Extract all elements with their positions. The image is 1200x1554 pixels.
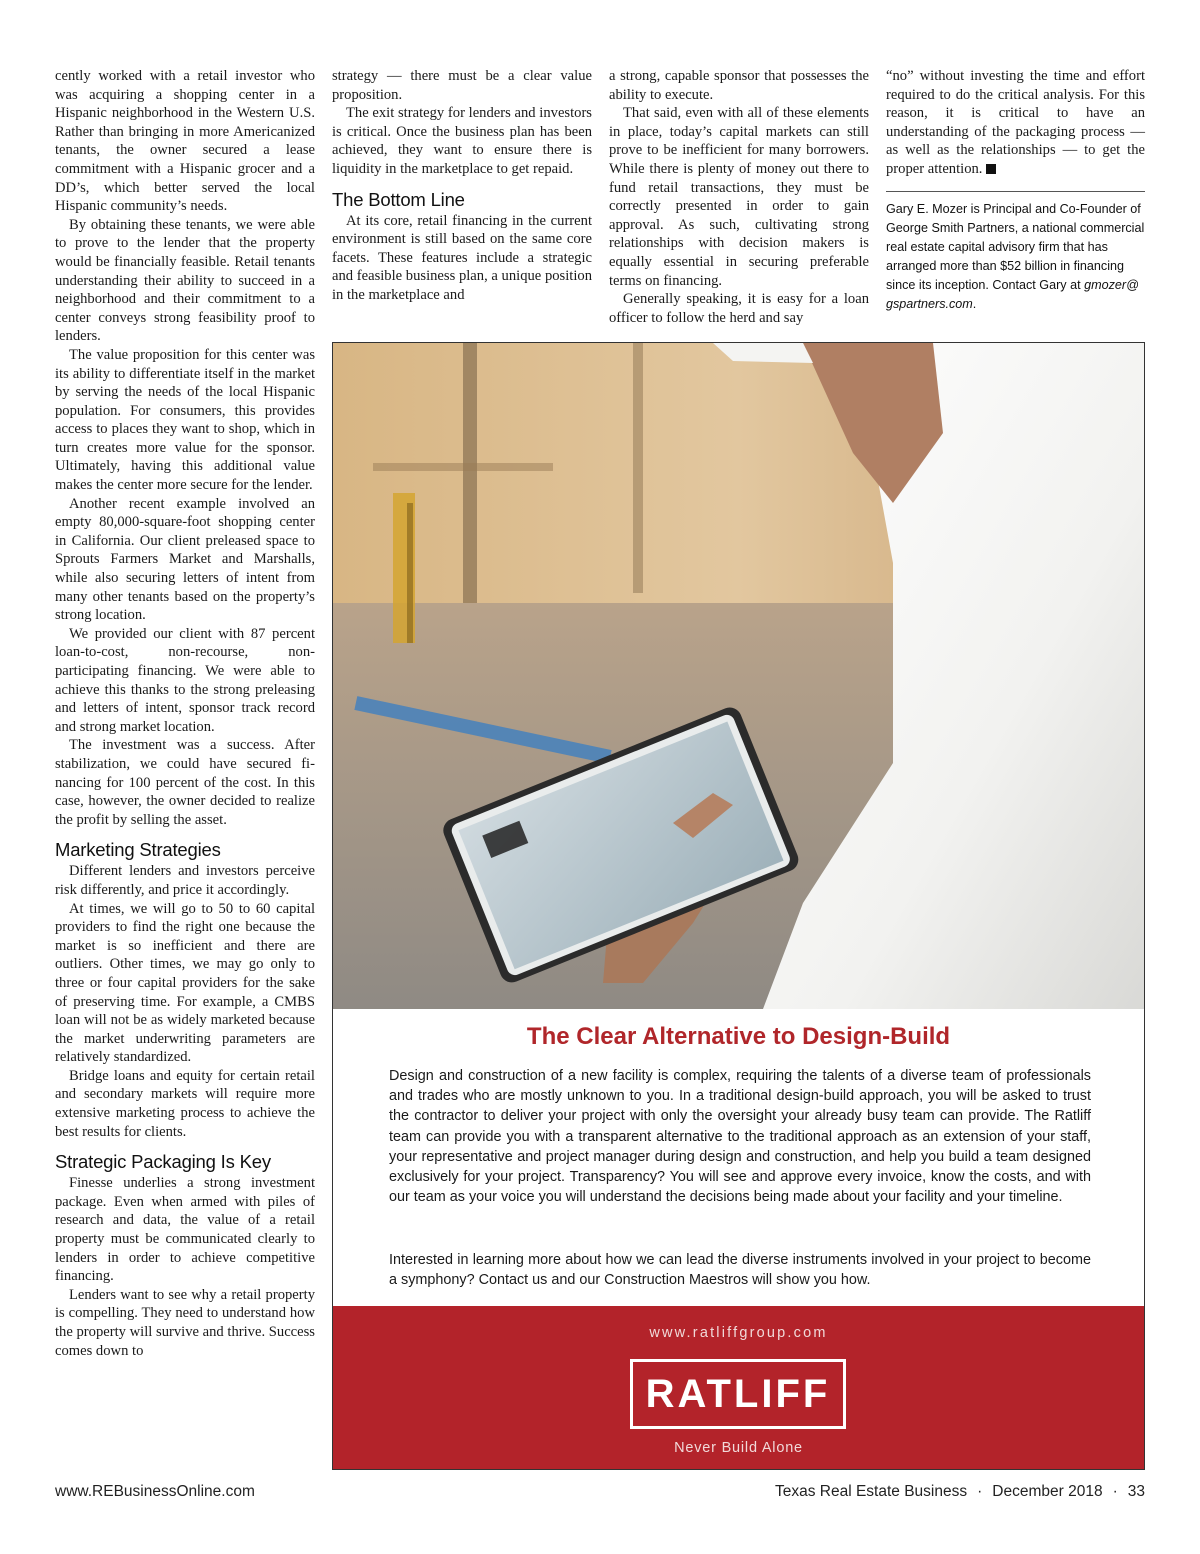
paragraph-text: “no” without investing the time and effort required to do the critical analysis. For this reason, it is critical to have an understanding of the packaging process — as well as the relationships — to get the proper attention.: [886, 68, 1145, 177]
paragraph: The value proposition for this center was its ability to differentiate itself in the market by serving the needs of the local Hispanic population. For consumers, this provides access to places they want to shop, which in turn creates more value for the sponsor. Ultimately, having this additional value makes the center more secure for the lender.: [55, 346, 315, 494]
bio-divider: [886, 191, 1145, 192]
photo-illustration: [333, 343, 1144, 1009]
paragraph: By obtaining these tenants, we were able to prove to the lender that the property would be financially feasible. Retail tenants understanding their ability to succeed in a neighborhood and their commitment to a center conveys strong feasibility proof to lenders.: [55, 216, 315, 345]
paragraph: Another recent example involved an empty 80,000-square-foot shopping center in California. Our client preleased space to Sprouts Farmers Market and Marshalls, while also securing letters of intent from many other tenants based on the property’s strong location.: [55, 495, 315, 624]
paragraph: [886, 67, 1145, 179]
article-column-1: [55, 67, 315, 1360]
article-column-2: [332, 67, 592, 305]
footer-separator: ·: [1112, 1483, 1118, 1500]
paragraph: Generally speaking, it is easy for a loan officer to follow the herd and say: [609, 291, 869, 326]
ad-headline: The Clear Alternative to Design-Build: [526, 1023, 951, 1050]
paragraph: strategy — there must be a clear value proposition.: [332, 68, 592, 103]
author-bio-end: .: [972, 296, 977, 311]
paragraph: We provided our client with 87 percent loan-to-cost, non-recourse, non-participating financing. We were able to achieve this thanks to the strong preleasing and letters of intent, sponsor track record and strong market location.: [55, 625, 315, 735]
footer-page-number: 33: [1127, 1483, 1145, 1500]
subheading-strategic-packaging: Strategic Packaging Is Key: [55, 1151, 271, 1173]
paragraph: a strong, capable sponsor that possesses the ability to execute.: [609, 68, 869, 103]
paragraph: At its core, retail financing in the current environment is still based on the same core facets. These features include a strategic and feasible business plan, a unique position in the marketplace and: [332, 212, 592, 303]
paragraph: Bridge loans and equity for certain retail and secondary markets will require more extensive marketing process to achieve the best results for clients.: [55, 1067, 315, 1140]
footer-publication-name: Texas Real Estate Business: [774, 1483, 968, 1500]
ratliff-logo-text: RATLIFF: [645, 1371, 831, 1416]
footer-separator: ·: [977, 1483, 983, 1500]
ad-brand-band: [333, 1306, 1144, 1470]
author-bio: [886, 200, 1145, 314]
paragraph: Lenders want to see why a retail property is compelling. They need to understand how the property will survive and thrive. Success comes down to: [55, 1286, 315, 1359]
paragraph: At times, we will go to 50 to 60 capital providers to find the right one because the market is so inefficient and there are outliers. Other times, we may go only to three or four capital providers for the sake of preserving time. For example, a CMBS loan will not be as widely marketed because the market underwriting parameters are relatively standardized.: [55, 900, 315, 1066]
subheading-marketing-strategies: Marketing Strategies: [55, 839, 221, 861]
author-bio-text: Gary E. Mozer is Principal and Co-Founder of George Smith Partners, a national commercial real estate capital advisory firm that has arranged more than $52 billion in financing since its inception. Contact Gary at: [886, 201, 1145, 292]
paragraph: Different lenders and investors perceive risk differently, and price it accordingly.: [55, 863, 315, 898]
ratliff-logo: [630, 1359, 846, 1429]
footer-issue-date: December 2018: [992, 1483, 1103, 1500]
ad-call-to-action: Interested in learning more about how we can lead the diverse instruments involved in your project to become a symphony? Contact us and our Construction Maestros will show you how.: [389, 1252, 1091, 1289]
ad-website-link[interactable]: www.ratliffgroup.com: [649, 1325, 828, 1341]
ratliff-advertisement: [332, 342, 1145, 1470]
article-column-3: [609, 67, 869, 327]
ad-tagline: Never Build Alone: [674, 1440, 803, 1456]
ad-photo-worker-with-tablet: [333, 343, 1144, 1009]
article-column-4: [886, 67, 1145, 314]
paragraph: The investment was a success. After stabilization, we could have secured financing for 100 percent of the cost. In this case, however, the owner decided to realize the profit by selling the asset.: [55, 737, 315, 828]
ad-body-text: Design and construction of a new facility is complex, requiring the talents of a diverse team of professionals and trades who are mostly unknown to you. In a traditional design-build approach, you will be asked to trust the contractor to deliver your project with only the oversight your already busy team can provide. The Ratliff team can provide you with a transparent alternative to the traditional approach as an extension of your staff, your representative and project manager during design and construction, and help you build a team designed exclusively for your project. Transparency? You will see and approve every invoice, know the costs, and with our team as your voice you will understand the decisions being made about your facility and your timeline.: [389, 1068, 1091, 1206]
end-mark-icon: [986, 164, 996, 174]
paragraph: That said, even with all of these elements in place, today’s capital markets can still prove to be inefficient for many borrowers. While there is plenty of money out there to fund retail transactions, they must be correctly presented in order to gain approval. As such, cultivating strong relationships with decision makers is equally essential in securing preferable terms on financing.: [609, 105, 869, 289]
author-email-link[interactable]: gmozer@ gspartners.com: [886, 277, 1139, 311]
footer-website-link[interactable]: www.REBusinessOnline.com: [55, 1483, 255, 1500]
paragraph: The exit strategy for lenders and investors is critical. Once the business plan has been achieved, they want to ensure there is liquidity in the marketplace to get repaid.: [332, 105, 592, 177]
footer-publication-info: [775, 1483, 1145, 1501]
paragraph: cently worked with a retail investor who was acquiring a shopping center in a Hispanic neighborhood in the Western U.S. Rather than bringing in more Americanized tenants, the owner secured a lease commitment with a Hispanic grocer and a DD’s, which better served the local Hispanic community’s needs.: [55, 68, 315, 215]
paragraph: Finesse underlies a strong investment package. Even when armed with piles of research and data, the value of a retail property must be communicated clearly to lenders in order to achieve competitive financing.: [55, 1175, 315, 1285]
subheading-bottom-line: The Bottom Line: [332, 188, 465, 210]
